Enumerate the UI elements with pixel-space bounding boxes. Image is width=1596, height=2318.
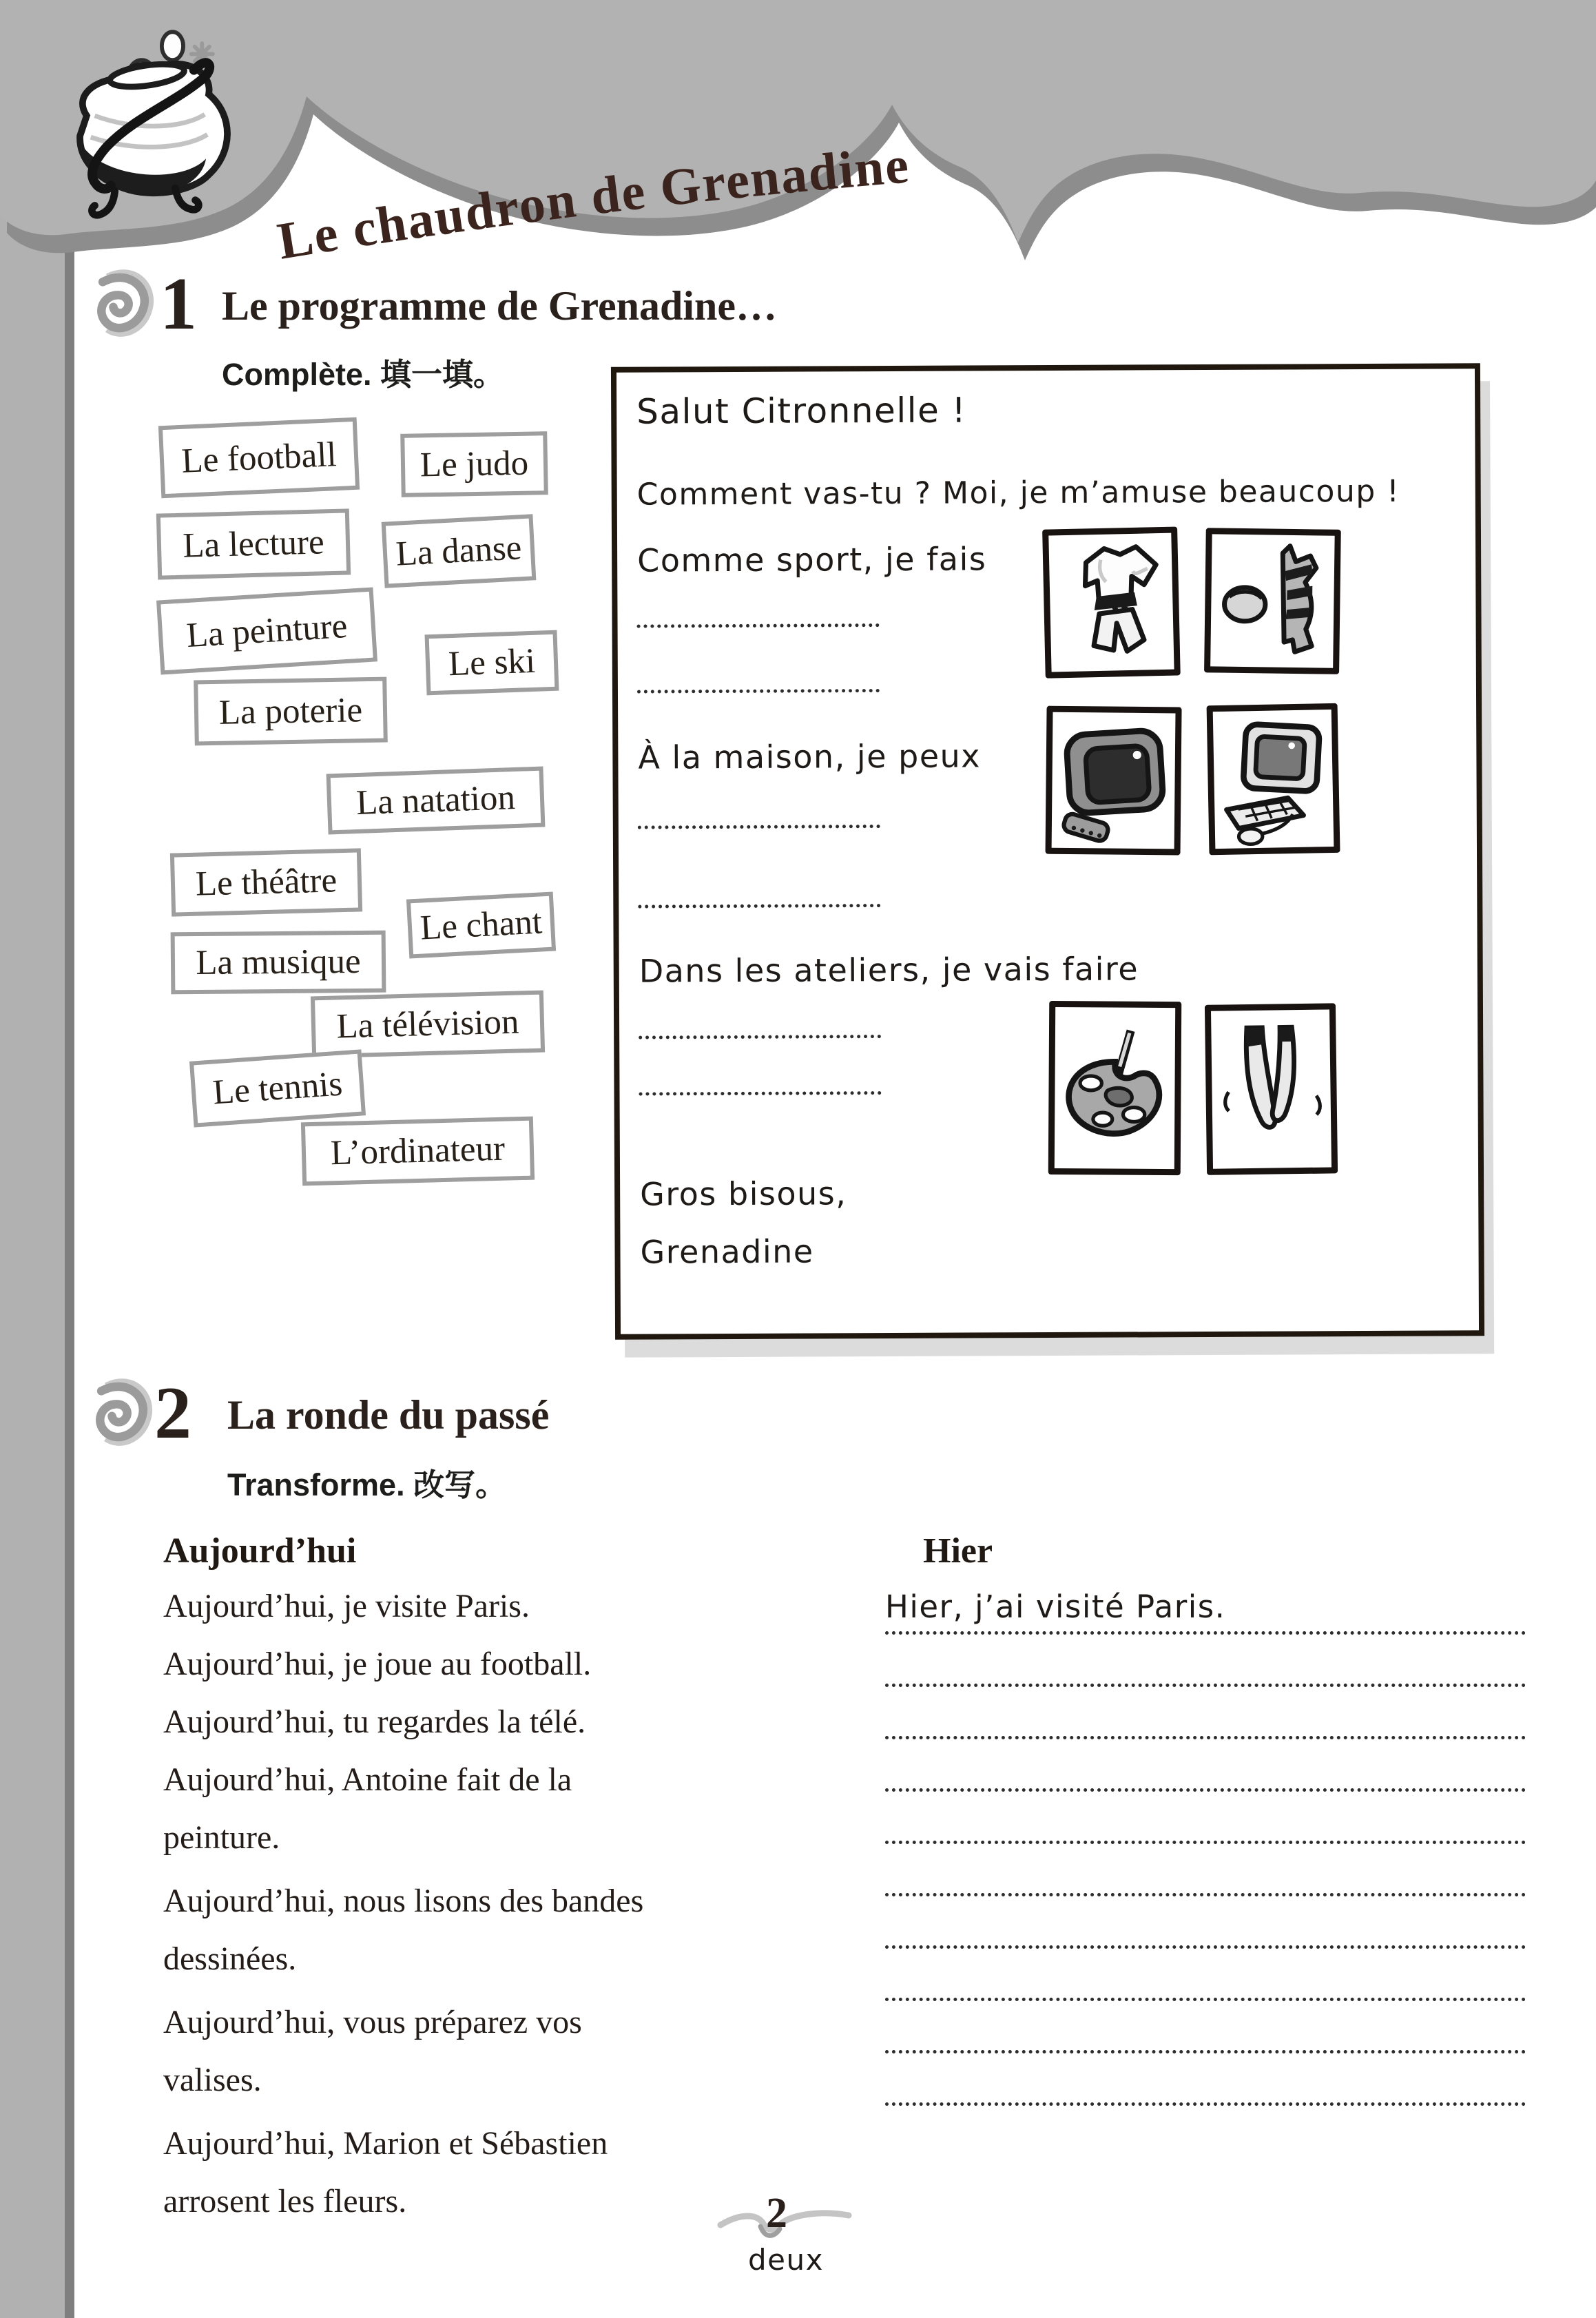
word-box-label: Le ski [448, 641, 536, 684]
today-sentence: Aujourd’hui, nous lisons des bandes dessinées. [163, 1883, 644, 1977]
letter-prompt-home: À la maison, je peux [638, 737, 982, 776]
letter-answer-line[interactable] [638, 904, 880, 909]
yesterday-column-header: Hier [923, 1531, 993, 1571]
word-box-le-tennis [189, 1049, 366, 1127]
word-box-la-musique [171, 931, 386, 995]
exercise1-instruction: Complète. 填一填。 [222, 357, 505, 392]
letter-answer-line[interactable] [639, 1035, 881, 1039]
answer-line[interactable] [885, 1998, 1526, 2001]
computer-image [1207, 703, 1340, 855]
left-margin-bar [0, 0, 65, 2318]
answer-line[interactable] [885, 1841, 1526, 1844]
answer-line[interactable] [885, 2050, 1526, 2053]
letter-answer-line[interactable] [638, 825, 880, 829]
letter-greeting: Salut Citronnelle ! [636, 390, 967, 432]
word-box-label: La lecture [182, 523, 325, 566]
exercise1-spiral-icon [88, 266, 154, 342]
letter-answer-line[interactable] [637, 689, 880, 694]
word-box-label: La danse [395, 528, 523, 574]
word-box-label: L’ordinateur [330, 1129, 506, 1173]
page-number: 2 [766, 2190, 787, 2237]
page-number-word: deux [748, 2243, 824, 2277]
answer-line[interactable] [885, 1945, 1526, 1949]
exercise2-instruction: Transforme. 改写。 [227, 1467, 507, 1502]
word-box-la-natation [327, 767, 546, 835]
word-box-le-theatre [170, 848, 362, 916]
word-box-label: La peinture [185, 606, 349, 656]
tv-image [1046, 706, 1182, 856]
exercise2-title: La ronde du passé [227, 1392, 550, 1438]
answer-line[interactable] [885, 2102, 1526, 2106]
letter-prompt-workshops: Dans les ateliers, je vais faire [639, 950, 1139, 990]
exercise1-title: Le programme de Grenadine… [222, 283, 778, 329]
left-margin-bar-shadow [65, 0, 74, 2318]
header-banner [0, 0, 1596, 331]
word-box-la-poterie [194, 677, 388, 746]
today-sentence: Aujourd’hui, tu regardes la télé. [163, 1704, 586, 1740]
today-column-header: Aujourd’hui [163, 1531, 357, 1571]
banner-title: Le chaudron de Grenadine [273, 136, 912, 271]
word-box-label: La natation [355, 778, 516, 823]
letter-box [611, 363, 1484, 1339]
answer-line[interactable] [885, 1788, 1526, 1792]
swimsuit-image [1204, 528, 1341, 674]
letter-closing: Gros bisous, [640, 1174, 847, 1213]
word-box-label: Le chant [419, 902, 543, 948]
word-box-le-football [158, 417, 360, 498]
exercise2-spiral-icon [87, 1375, 153, 1451]
exercise2-number: 2 [154, 1372, 191, 1454]
today-sentence: Aujourd’hui, Marion et Sébastien arrosent les fleurs. [163, 2125, 608, 2219]
word-box-label: La poterie [218, 690, 363, 732]
word-box-label: Le tennis [211, 1064, 344, 1113]
word-box-label: Le judo [419, 444, 529, 485]
today-sentence: Aujourd’hui, Antoine fait de la peinture. [163, 1761, 572, 1856]
word-box-la-danse [382, 514, 537, 588]
letter-answer-line[interactable] [637, 623, 880, 628]
word-box-label: La télévision [335, 1002, 520, 1046]
today-sentence: Aujourd’hui, je joue au football. [163, 1646, 592, 1682]
example-answer: Hier, j’ai visité Paris. [885, 1589, 1226, 1625]
word-box-le-chant [406, 891, 556, 958]
word-box-label: Le football [180, 435, 338, 481]
word-box-label: Le théâtre [195, 861, 338, 904]
exercise1-number: 1 [160, 263, 197, 345]
word-box-la-peinture [156, 587, 377, 674]
today-sentence: Aujourd’hui, vous préparez vos valises. [163, 2004, 582, 2098]
answer-line[interactable] [885, 1684, 1526, 1687]
word-box-la-lecture [156, 508, 351, 579]
word-box-le-ski [425, 630, 559, 696]
word-box-la-television [311, 991, 545, 1059]
cauldron-icon [33, 12, 234, 219]
answer-line[interactable] [885, 1893, 1526, 1896]
word-box-le-judo [400, 431, 548, 497]
paint-palette-image [1048, 1001, 1182, 1175]
letter-answer-line[interactable] [639, 1091, 882, 1096]
word-box-l-ordinateur [301, 1117, 535, 1186]
letter-prompt-sport: Comme sport, je fais [637, 540, 987, 579]
ballet-feet-image [1205, 1003, 1338, 1174]
answer-line[interactable] [885, 1736, 1526, 1739]
today-sentence: Aujourd’hui, je visite Paris. [163, 1588, 530, 1624]
judo-outfit-image [1042, 526, 1181, 678]
letter-signature: Grenadine [640, 1232, 814, 1271]
word-box-label: La musique [196, 942, 361, 983]
letter-opening: Comment vas-tu ? Moi, je m’amuse beaucoup ! [636, 473, 1400, 513]
answer-line[interactable] [885, 1631, 1526, 1635]
